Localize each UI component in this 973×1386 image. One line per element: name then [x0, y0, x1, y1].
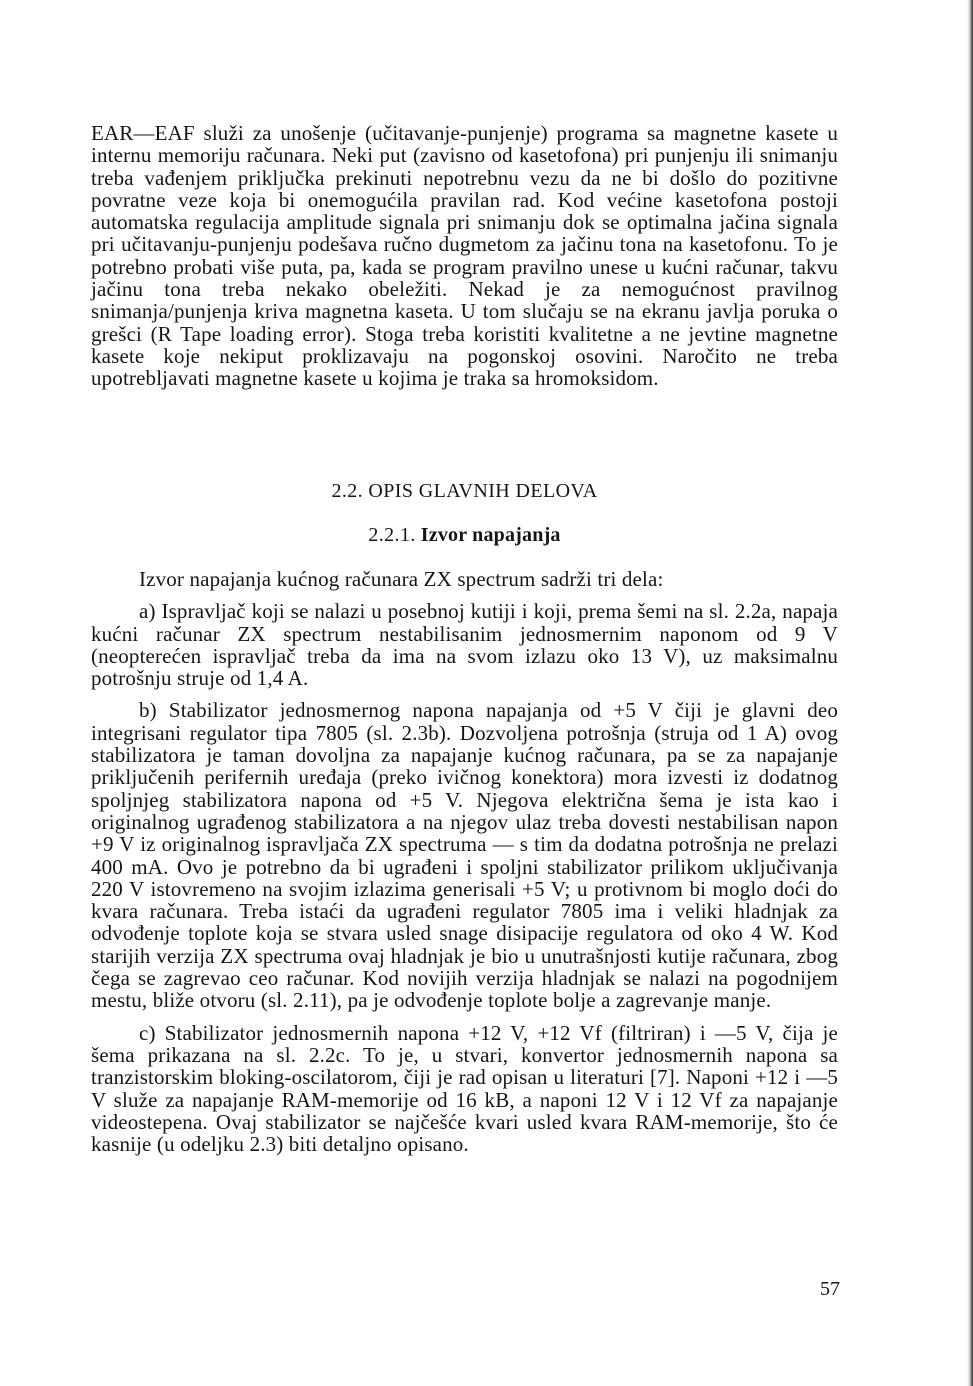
page-number: 57 — [820, 1278, 840, 1300]
lead-sentence: Izvor napajanja kućnog računara ZX spectrum sadrži tri dela: — [139, 567, 664, 591]
section-heading: 2.2. OPIS GLAVNIH DELOVA — [331, 480, 598, 502]
intro-paragraph: EAR—EAF služi za unošenje (učitavanje-punjenje) programa sa magnetne kasete u internu memoriju računara. Neki put (zavisno od kasetofona) pri punjenju ili snimanju treba vađenjem priključka prekinuti nepotrebnu vezu da ne bi došlo do pozitivne povratne veze koja bi onemogućila pravilan rad. Kod većine kasetofona postoji automatska regulacija amplitude signala pri snimanju dok se optimalna jačina signala pri učitavanju-punjenju podešava ručno dugmetom za jačinu tona na kasetofonu. To je potrebno probati više puta, pa, kada se program pravilno unese u kućni računar, takvu jačinu tona treba nekako obeležiti. Nekad je za nemogućnost pravilnog snimanja/punjenja kriva magnetna kaseta. U tom slučaju se na ekranu javlja poruka o grešci (R Tape loading error). Stoga treba koristiti kvalitetne a ne jevtine magnetne kasete koje nekiput proklizavaju na pogonskoj osovini. Naročito ne treba upotrebljavati magnetne kasete u kojima je traka sa hromoksidom. — [91, 121, 838, 391]
subsection-heading — [91, 524, 838, 547]
page-edge-shadow — [967, 0, 973, 1386]
subsection-number: 2.2.1. — [368, 524, 416, 546]
subsection-title: Izvor napajanja — [420, 524, 561, 546]
list-item-a: a) Ispravljač koji se nalazi u posebnoj kutiji i koji, prema šemi na sl. 2.2a, napaja kućni računar ZX spectrum nestabilisanim jednosmernim naponom od 9 V (neopterećen ispravljač treba da ima na svom izlazu oko 13 V), uz maksimalnu potrošnju struje od 1,4 A. — [91, 599, 838, 691]
list-item-c: c) Stabilizator jednosmernih napona +12 V, +12 Vf (filtriran) i —5 V, čija je šema prikazana na sl. 2.2c. To je, u stvari, konvertor jednosmernih napona sa tranzistorskim bloking-oscilatorom, čiji je rad opisan u literaturi [7]. Naponi +12 i —5 V služe za napajanje RAM-memorije od 16 kB, a naponi 12 V i 12 Vf za napajanje videostepena. Ovaj stabilizator se najčešće kvari usled kvara RAM-memorije, što će kasnije (u odeljku 2.3) biti detaljno opisano. — [91, 1020, 838, 1157]
body-text-block — [91, 568, 838, 1165]
list-item-b: b) Stabilizator jednosmernog napona napajanja od +5 V čiji je glavni deo integrisani regulator tipa 7805 (sl. 2.3b). Dozvoljena potrošnja (struja od 1 A) ovog stabilizatora je taman dovoljna za napajanje kućnog računara, pa se za napajanje priključenih perifernih uređaja (preko ivičnog konektora) mora izvesti iz dodatnog spoljnjeg stabilizatora napona od +5 V. Njegova električna šema je ista kao i originalnog ugrađenog stabilizatora a na njegov ulaz treba dovesti nestabilisan napon +9 V iz originalnog ispravljača ZX spectruma — s tim da dodatna potrošnja ne prelazi 400 mA. Ovo je potrebno da bi ugrađeni i spoljni stabilizator prilikom uključivanja 220 V istovremeno na svojim izlazima generisali +5 V; u protivnom bi moglo doći do kvara računara. Treba istaći da ugrađeni regulator 7805 ima i veliki hladnjak za odvođenje toplote koja se stvara usled snage disipacije regulatora od oko 4 W. Kod starijih verzija ZX spectruma ovaj hladnjak je bio u unutrašnjosti kutije računara, zbog čega se zagrevao ceo računar. Kod novijih verzija hladnjak se nalazi na pogodnijem mestu, bliže otvoru (sl. 2.11), pa je odvođenje toplote bolje a zagrevanje manje. — [91, 698, 838, 1013]
intro-text-block — [91, 122, 838, 390]
